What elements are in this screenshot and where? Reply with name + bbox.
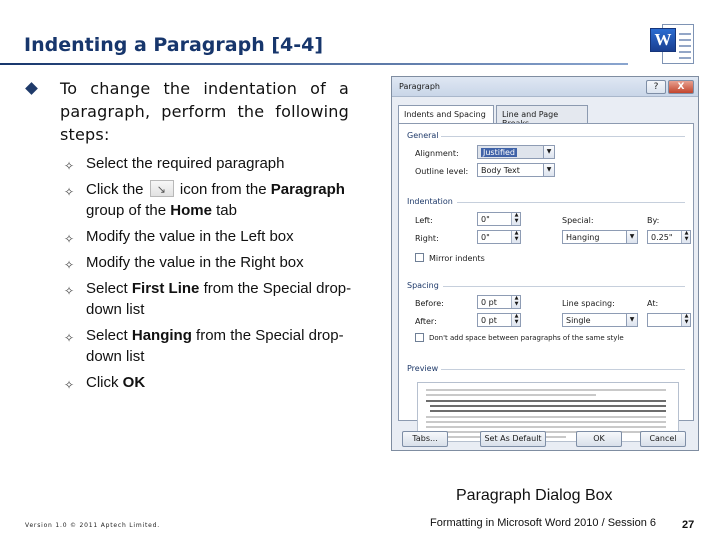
sub-bullet-icon: ✧ <box>64 159 75 173</box>
spinner-icon[interactable]: ▲ ▼ <box>681 230 691 244</box>
tab-indents-and-spacing[interactable]: Indents and Spacing <box>398 105 494 124</box>
chevron-down-icon: ▼ <box>543 145 555 159</box>
line-spacing-select[interactable]: Single ▼ <box>562 313 638 327</box>
tab-line-and-page-breaks[interactable]: Line and Page <box>496 105 588 123</box>
step-item: ✧ Modify the value in the Right box <box>64 252 354 273</box>
after-label: After: <box>415 317 437 326</box>
dialog-titlebar <box>392 77 698 97</box>
step-item: ✧ Click the ↘ icon from the Paragraph group of the Home tab <box>64 179 354 221</box>
outline-level-label: Outline level: <box>415 167 469 176</box>
spinner-icon[interactable]: ▲ ▼ <box>511 313 521 327</box>
spinner-icon[interactable]: ▲ ▼ <box>511 212 521 226</box>
left-indent-input[interactable]: 0" ▲ ▼ <box>477 212 521 226</box>
help-button[interactable]: ? <box>646 80 666 94</box>
close-button[interactable]: X <box>668 80 694 94</box>
sub-bullet-icon: ✧ <box>64 232 75 246</box>
ok-button[interactable]: OK <box>576 431 622 447</box>
page-number: 27 <box>682 519 695 531</box>
left-indent-label: Left: <box>415 216 433 225</box>
diamond-bullet-icon <box>25 82 38 95</box>
word-logo-letter: W <box>650 28 676 52</box>
tabs-button[interactable]: Tabs... <box>402 431 448 447</box>
cancel-button[interactable]: Cancel <box>640 431 686 447</box>
mirror-indents-label: Mirror indents <box>429 254 485 263</box>
spacing-heading: Spacing <box>407 281 439 290</box>
at-input[interactable] <box>647 313 691 327</box>
by-input[interactable]: 0.25" ▲ ▼ <box>647 230 691 244</box>
paragraph-dialog <box>391 76 699 451</box>
step-item: ✧ Select Hanging from the Special drop-down list <box>64 327 344 365</box>
right-indent-input[interactable]: 0" ▲ ▼ <box>477 230 521 244</box>
dialog-launcher-icon <box>150 180 174 197</box>
footer-copyright: Version 1.0 © 2011 Aptech Limited. <box>25 522 160 529</box>
step-item: ✧ Select the required paragraph <box>64 153 354 174</box>
general-heading: General <box>407 131 439 140</box>
dialog-title: Paragraph <box>399 82 440 91</box>
by-label: By: <box>647 216 660 225</box>
alignment-label: Alignment: <box>415 149 459 158</box>
before-input[interactable]: 0 pt ▲ ▼ <box>477 295 521 309</box>
dont-add-space-checkbox[interactable] <box>415 333 424 342</box>
footer-session: Formatting in Microsoft Word 2010 / Session 6 <box>430 517 657 529</box>
dont-add-space-label: Don't add space between paragraphs of the same style <box>429 334 624 342</box>
preview-heading: Preview <box>407 364 439 373</box>
slide-title: Indenting a Paragraph [4-4] <box>24 34 324 56</box>
dialog-tabs <box>398 105 694 123</box>
tab-pane <box>398 123 694 421</box>
at-label: At: <box>647 299 659 308</box>
sub-bullet-icon: ✧ <box>64 185 75 199</box>
intro-text: To change the indentation of a paragraph, perform the following steps: <box>60 79 349 144</box>
title-divider <box>0 63 628 65</box>
sub-bullet-icon: ✧ <box>64 331 75 345</box>
steps-list <box>64 153 354 398</box>
indentation-heading: Indentation <box>407 197 453 206</box>
figure-caption: Paragraph Dialog Box <box>456 487 613 504</box>
spinner-icon[interactable]: ▲ ▼ <box>681 313 691 327</box>
outline-level-select[interactable]: Body Text ▼ <box>477 163 555 177</box>
chevron-down-icon: ▼ <box>626 230 638 244</box>
chevron-down-icon: ▼ <box>543 163 555 177</box>
step-item: ✧ Modify the value in the Left box <box>64 226 354 247</box>
alignment-select[interactable]: Justified ▼ <box>477 145 555 159</box>
mirror-indents-checkbox[interactable] <box>415 253 424 262</box>
special-select[interactable]: Hanging ▼ <box>562 230 638 244</box>
spinner-icon[interactable]: ▲ ▼ <box>511 230 521 244</box>
right-indent-label: Right: <box>415 234 439 243</box>
spinner-icon[interactable]: ▲ ▼ <box>511 295 521 309</box>
sub-bullet-icon: ✧ <box>64 258 75 272</box>
special-label: Special: <box>562 216 594 225</box>
step-item: ✧ Click OK <box>64 372 354 393</box>
sub-bullet-icon: ✧ <box>64 378 75 392</box>
line-spacing-label: Line spacing: <box>562 299 615 308</box>
before-label: Before: <box>415 299 444 308</box>
chevron-down-icon: ▼ <box>626 313 638 327</box>
after-input[interactable]: 0 pt ▲ ▼ <box>477 313 521 327</box>
word-logo-icon <box>650 22 698 66</box>
step-item: ✧ Select First Line from the Special drop-down list <box>64 280 352 318</box>
set-as-default-button[interactable]: Set As Default <box>480 431 546 447</box>
sub-bullet-icon: ✧ <box>64 284 75 298</box>
